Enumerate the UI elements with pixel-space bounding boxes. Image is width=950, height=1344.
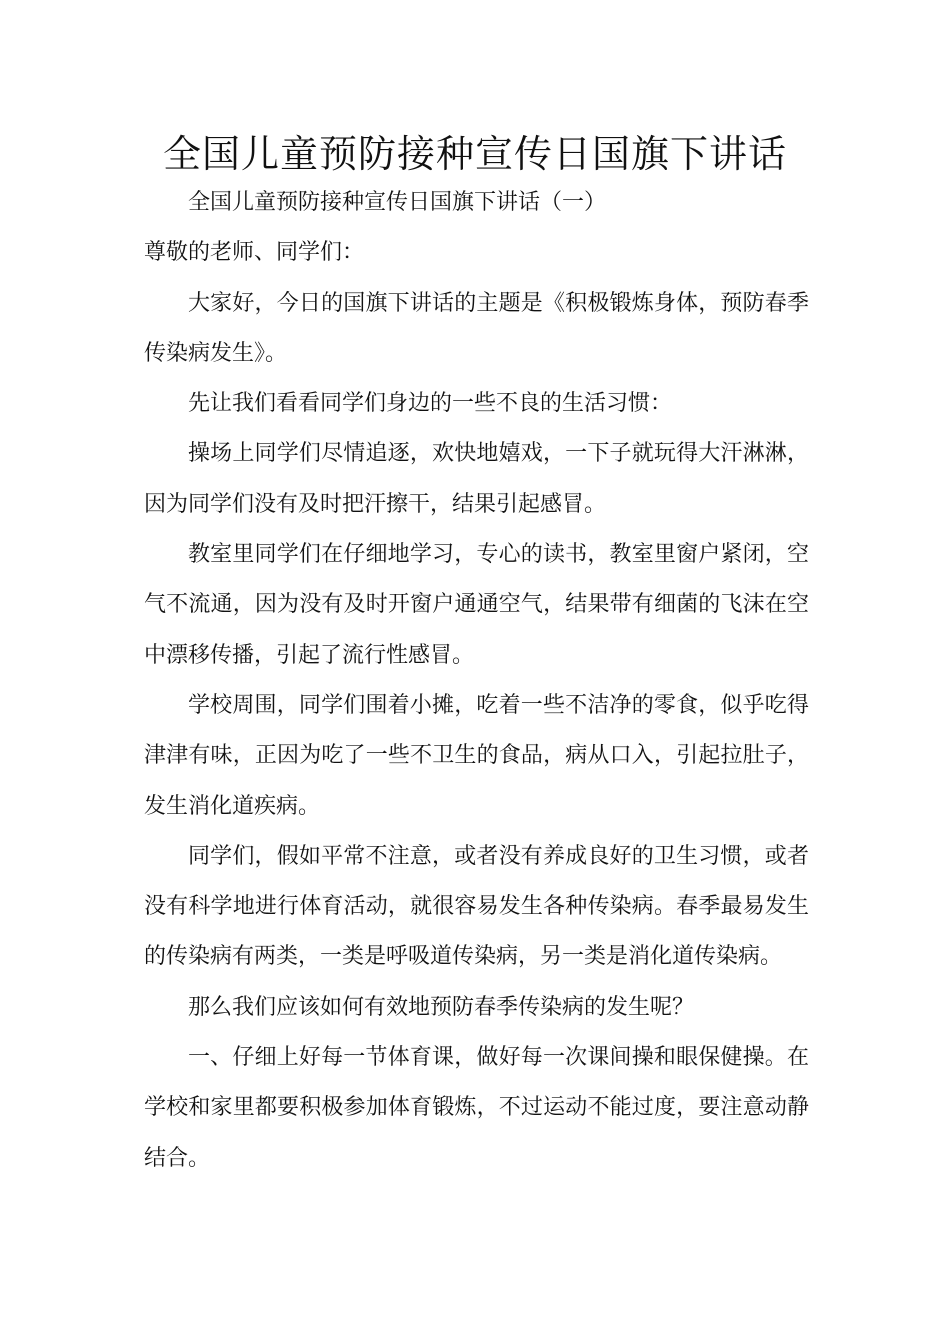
paragraph-6: 同学们，假如平常不注意，或者没有养成良好的卫生习惯，或者没有科学地进行体育活动，就很容易发生各种传染病。春季最易发生的传染病有两类，一类是呼吸道传染病，另一类是消化道传染病。 bbox=[144, 843, 809, 970]
salutation: 尊敬的老师、同学们： bbox=[144, 240, 365, 266]
paragraph-4: 教室里同学们在仔细地学习，专心的读书，教室里窗户紧闭，空气不流通，因为没有及时开窗户通通空气，结果带有细菌的飞沫在空中漂移传播，引起了流行性感冒。 bbox=[144, 542, 809, 668]
paragraph-2: 先让我们看看同学们身边的一些不良的生活习惯： bbox=[188, 391, 673, 417]
document-body bbox=[144, 178, 809, 1184]
document-title: 全国儿童预防接种宣传日国旗下讲话 bbox=[162, 132, 787, 176]
paragraph-8: 一、仔细上好每一节体育课，做好每一次课间操和眼保健操。在学校和家里都要积极参加体育锻炼，不过运动不能过度，要注意动静结合。 bbox=[144, 1045, 809, 1171]
paragraph-1: 大家好，今日的国旗下讲话的主题是《积极锻炼身体，预防春季传染病发生》。 bbox=[144, 290, 809, 366]
paragraph-7: 那么我们应该如何有效地预防春季传染病的发生呢？ bbox=[188, 994, 695, 1020]
paragraph-5: 学校周围，同学们围着小摊，吃着一些不洁净的零食，似乎吃得津津有味，正因为吃了一些不卫生的食品，病从口入，引起拉肚子，发生消化道疾病。 bbox=[144, 692, 809, 819]
subtitle: 全国儿童预防接种宣传日国旗下讲话（一） bbox=[188, 190, 607, 215]
paragraph-3: 操场上同学们尽情追逐，欢快地嬉戏，一下子就玩得大汗淋淋，因为同学们没有及时把汗擦干，结果引起感冒。 bbox=[144, 441, 809, 517]
